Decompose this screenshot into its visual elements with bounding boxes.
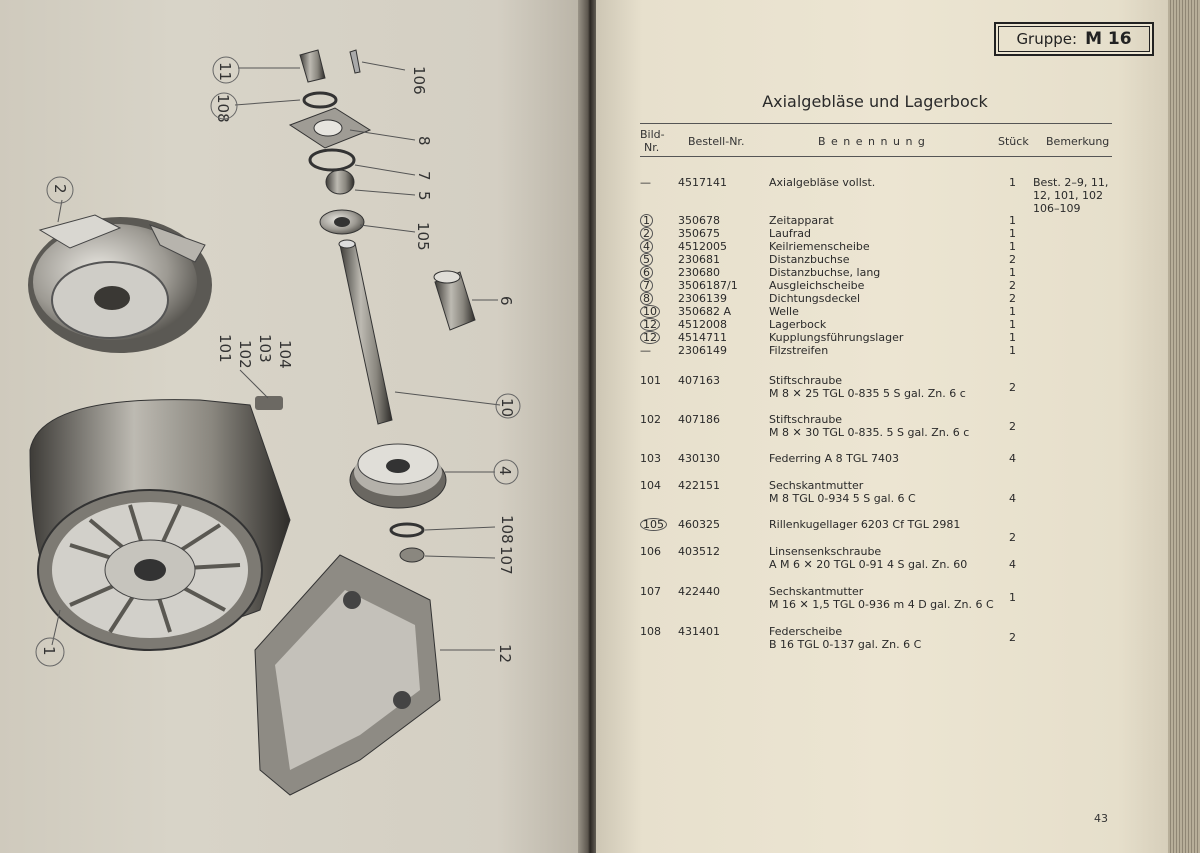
row-bestell-nr: 422151 <box>678 479 720 492</box>
row-bestell-nr: 3506187/1 <box>678 279 738 292</box>
row-bild-nr: 10 <box>640 305 660 318</box>
callout-label: 108 <box>214 94 232 123</box>
callout-label: 5 <box>415 191 433 201</box>
callout-label: 4 <box>496 466 514 476</box>
row-bild-nr: 12 <box>640 318 660 331</box>
row-stueck: 1 <box>1009 344 1016 357</box>
row-stueck: 2 <box>1009 381 1016 394</box>
row-bemerkung-2: 12, 101, 102 <box>1033 189 1103 202</box>
page-title: Axialgebläse und Lagerbock <box>762 92 988 111</box>
row-benennung: Keilriemenscheibe <box>769 240 870 253</box>
callout-label: 107 <box>497 546 515 575</box>
row-stueck: 2 <box>1009 292 1016 305</box>
row-benennung-detail: M 16 ✕ 1,5 TGL 0-936 m 4 D gal. Zn. 6 C <box>769 598 994 611</box>
row-bild-nr: 104 <box>640 479 661 492</box>
row-bild-nr: 108 <box>640 625 661 638</box>
callout-label: 103 <box>256 334 274 363</box>
row-bestell-nr: 4514711 <box>678 331 727 344</box>
callout-label: 1 <box>40 646 58 656</box>
callout-label: 101 <box>216 334 234 363</box>
row-bestell-nr: 2306149 <box>678 344 727 357</box>
row-stueck: 1 <box>1009 240 1016 253</box>
row-benennung: Stiftschraube <box>769 374 843 387</box>
row-benennung-detail: M 8 ✕ 30 TGL 0-835. 5 S gal. Zn. 6 c <box>769 426 970 439</box>
row-bild-nr: 5 <box>640 253 653 266</box>
row-benennung: Laufrad <box>769 227 811 240</box>
col-header-bild: Bild- <box>640 128 665 141</box>
row-bestell-nr: 431401 <box>678 625 720 638</box>
row-bestell-nr: 4512008 <box>678 318 727 331</box>
row-bestell-nr: 230681 <box>678 253 720 266</box>
callout-label: 102 <box>236 340 254 369</box>
row-stueck: 4 <box>1009 452 1016 465</box>
row-bild-nr: 6 <box>640 266 653 279</box>
table-header-rule <box>640 156 1112 157</box>
row-benennung: Sechskantmutter <box>769 585 864 598</box>
pulley-part <box>350 444 446 508</box>
callout-label: 12 <box>496 644 514 664</box>
col-header-stueck: Stück <box>998 135 1029 148</box>
fan-housing-part <box>30 396 290 650</box>
row-bestell-nr: 430130 <box>678 452 720 465</box>
row-bestell-nr: 350682 A <box>678 305 732 318</box>
callout-label: 7 <box>415 171 433 181</box>
col-header-bemerkung: Bemerkung <box>1046 135 1110 148</box>
row-bestell-nr: 407163 <box>678 374 720 387</box>
long-spacer-part <box>434 271 475 330</box>
row-benennung: Kupplungsführungslager <box>769 331 904 344</box>
row-bemerkung-3: 106–109 <box>1033 202 1081 215</box>
row-bild-nr: — <box>640 176 651 189</box>
row-benennung: Sechskantmutter <box>769 479 864 492</box>
row-benennung: Stiftschraube <box>769 413 843 426</box>
callout-label: 104 <box>276 340 294 369</box>
row-benennung: Lagerbock <box>769 318 827 331</box>
row-bestell-nr: 407186 <box>678 413 720 426</box>
row-bild-nr: — <box>640 344 651 357</box>
page-edge <box>1168 0 1200 853</box>
row-bestell-nr: 403512 <box>678 545 720 558</box>
row-stueck: 2 <box>1009 420 1016 433</box>
row-benennung: Axialgebläse vollst. <box>769 176 876 189</box>
row-bild-nr: 2 <box>640 227 653 240</box>
callout-label: 11 <box>216 62 234 82</box>
row-stueck: 2 <box>1009 631 1016 644</box>
row-benennung: Rillenkugellager 6203 Cf TGL 2981 <box>769 518 961 531</box>
row-stueck: 1 <box>1009 305 1016 318</box>
row-benennung-detail: M 8 ✕ 25 TGL 0-835 5 S gal. Zn. 6 c <box>769 387 966 400</box>
col-header-bestell: Bestell-Nr. <box>688 135 745 148</box>
row-benennung: Federscheibe <box>769 625 843 638</box>
row-stueck: 4 <box>1009 492 1016 505</box>
col-header-benennung: B e n e n n u n g <box>818 135 926 148</box>
row-benennung: Linsensenkschraube <box>769 545 882 558</box>
group-header <box>994 22 1154 56</box>
group-code: M 16 <box>1085 29 1132 49</box>
shaft-part <box>339 240 392 424</box>
row-stueck: 1 <box>1009 331 1016 344</box>
callout-label: 8 <box>415 136 433 146</box>
row-benennung: Welle <box>769 305 799 318</box>
row-bestell-nr: 230680 <box>678 266 720 279</box>
row-bemerkung: Best. 2–9, 11, <box>1033 176 1109 189</box>
row-benennung: Federring A 8 TGL 7403 <box>769 452 899 465</box>
row-stueck: 1 <box>1009 214 1016 227</box>
row-stueck: 1 <box>1009 591 1016 604</box>
callout-label: 6 <box>497 296 515 306</box>
row-bestell-nr: 350675 <box>678 227 720 240</box>
row-bild-nr: 103 <box>640 452 661 465</box>
row-benennung: Ausgleichscheibe <box>769 279 865 292</box>
row-bestell-nr: 2306139 <box>678 292 727 305</box>
row-bestell-nr: 460325 <box>678 518 720 531</box>
callout-label: 10 <box>498 398 516 418</box>
row-benennung-detail: A M 6 ✕ 20 TGL 0-91 4 S gal. Zn. 60 <box>769 558 968 571</box>
row-bild-nr: 7 <box>640 279 653 292</box>
row-bestell-nr: 422440 <box>678 585 720 598</box>
row-benennung: Dichtungsdeckel <box>769 292 861 305</box>
row-benennung-detail: B 16 TGL 0-137 gal. Zn. 6 C <box>769 638 922 651</box>
row-benennung: Zeitapparat <box>769 214 834 227</box>
callout-label: 106 <box>410 66 428 95</box>
row-stueck: 1 <box>1009 176 1016 189</box>
row-stueck: 2 <box>1009 531 1016 544</box>
row-bild-nr: 12 <box>640 331 660 344</box>
row-benennung: Filzstreifen <box>769 344 829 357</box>
row-benennung: Distanzbuchse <box>769 253 850 266</box>
row-bild-nr: 105 <box>640 518 667 531</box>
exploded-view-drawing <box>0 0 585 853</box>
row-bild-nr: 4 <box>640 240 653 253</box>
row-bild-nr: 1 <box>640 214 653 227</box>
row-bestell-nr: 4517141 <box>678 176 727 189</box>
callout-label: 105 <box>414 222 432 251</box>
row-bestell-nr: 350678 <box>678 214 720 227</box>
row-stueck: 1 <box>1009 227 1016 240</box>
row-bild-nr: 102 <box>640 413 661 426</box>
row-benennung: Distanzbuchse, lang <box>769 266 881 279</box>
group-label: Gruppe: <box>1016 30 1078 48</box>
callout-label: 2 <box>51 184 69 194</box>
bearing-bracket-part <box>255 555 440 795</box>
row-bild-nr: 106 <box>640 545 661 558</box>
row-stueck: 1 <box>1009 266 1016 279</box>
row-bild-nr: 101 <box>640 374 661 387</box>
page-number: 43 <box>1094 812 1108 825</box>
row-bestell-nr: 4512005 <box>678 240 727 253</box>
row-bild-nr: 8 <box>640 292 653 305</box>
row-benennung-detail: M 8 TGL 0-934 5 S gal. 6 C <box>769 492 916 505</box>
impeller-part <box>28 215 212 353</box>
row-bild-nr: 107 <box>640 585 661 598</box>
col-header-bild-nr: Nr. <box>644 141 660 154</box>
row-stueck: 2 <box>1009 253 1016 266</box>
row-stueck: 2 <box>1009 279 1016 292</box>
callout-label: 108 <box>498 515 516 544</box>
row-stueck: 4 <box>1009 558 1016 571</box>
row-stueck: 1 <box>1009 318 1016 331</box>
table-top-rule <box>640 123 1112 124</box>
